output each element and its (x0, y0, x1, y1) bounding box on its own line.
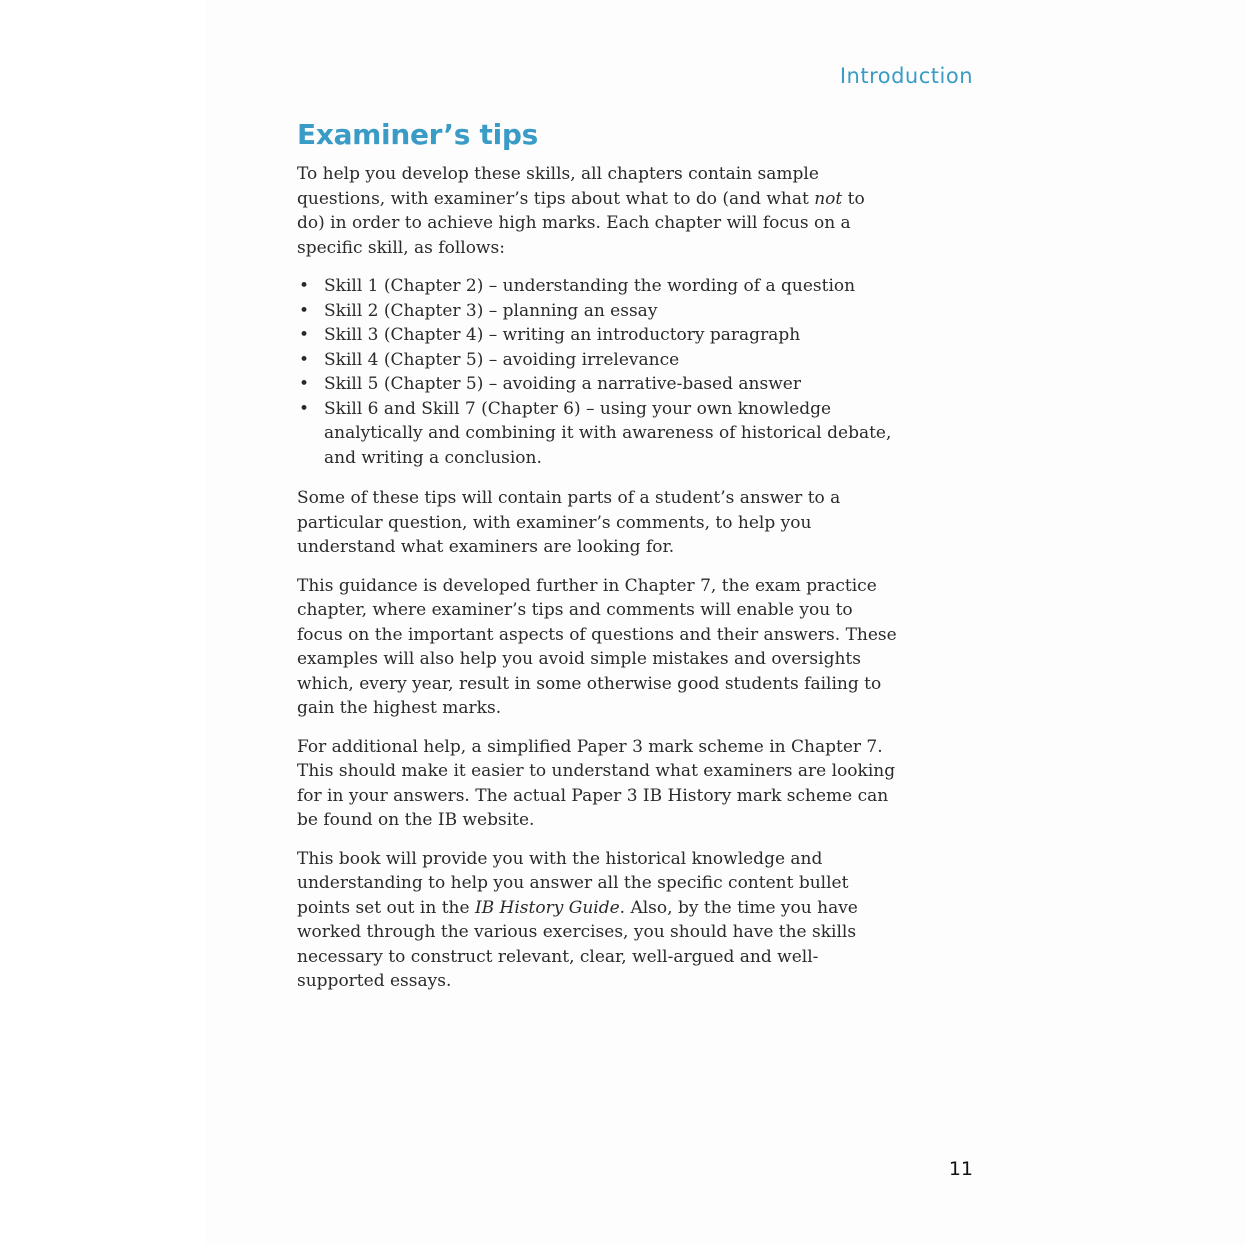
intro-paragraph (297, 162, 897, 260)
list-item: • Skill 5 (Chapter 5) – avoiding a narrative-based answer (297, 372, 897, 397)
intro-emphasis: not (814, 188, 843, 209)
body-paragraph: This guidance is developed further in Chapter 7, the exam practice chapter, where examiner’s tips and comments will enable you to focus on the important aspects of questions and their answers. These examples will also help you avoid simple mistakes and oversights which, every year, result in some otherwise good students failing to gain the highest marks. (297, 575, 897, 718)
final-paragraph (297, 847, 897, 994)
list-item: • Skill 3 (Chapter 4) – writing an introductory paragraph (297, 323, 897, 348)
list-item: • Skill 1 (Chapter 2) – understanding the wording of a question (297, 274, 897, 299)
final-text-1: This book will provide you with the historical knowledge and understanding to help you answer all the specific content bullet points set out in the (297, 848, 849, 918)
skills-list (297, 274, 897, 470)
page-number: 11 (948, 1158, 973, 1180)
list-item: • Skill 2 (Chapter 3) – planning an essay (297, 299, 897, 324)
list-item: • Skill 4 (Chapter 5) – avoiding irrelevance (297, 348, 897, 373)
guide-title: IB History Guide (474, 897, 620, 918)
running-head: Introduction (839, 64, 973, 88)
list-item: • Skill 6 and Skill 7 (Chapter 6) – using your own knowledge analytically and combining it with awareness of historical debate, and writing a conclusion. (297, 397, 897, 471)
section-title: Examiner’s tips (297, 118, 539, 151)
intro-text-2: to do) in order to achieve high marks. Each chapter will focus on a specific skill, as follows: (297, 188, 865, 258)
page-content (297, 116, 897, 1008)
body-paragraph: Some of these tips will contain parts of a student’s answer to a particular question, with examiner’s comments, to help you understand what examiners are looking for. (297, 488, 841, 557)
body-paragraph: For additional help, a simplified Paper 3 mark scheme in Chapter 7. This should make it easier to understand what examiners are looking for in your answers. The actual Paper 3 IB History mark scheme can be found on the IB website. (297, 736, 896, 830)
final-text-2: . Also, by the time you have worked through the various exercises, you should have the skills necessary to construct relevant, clear, well-argued and well-supported essays. (297, 897, 858, 991)
intro-text-1: To help you develop these skills, all chapters contain sample questions, with examiner’s tips about what to do (and what (297, 164, 819, 209)
